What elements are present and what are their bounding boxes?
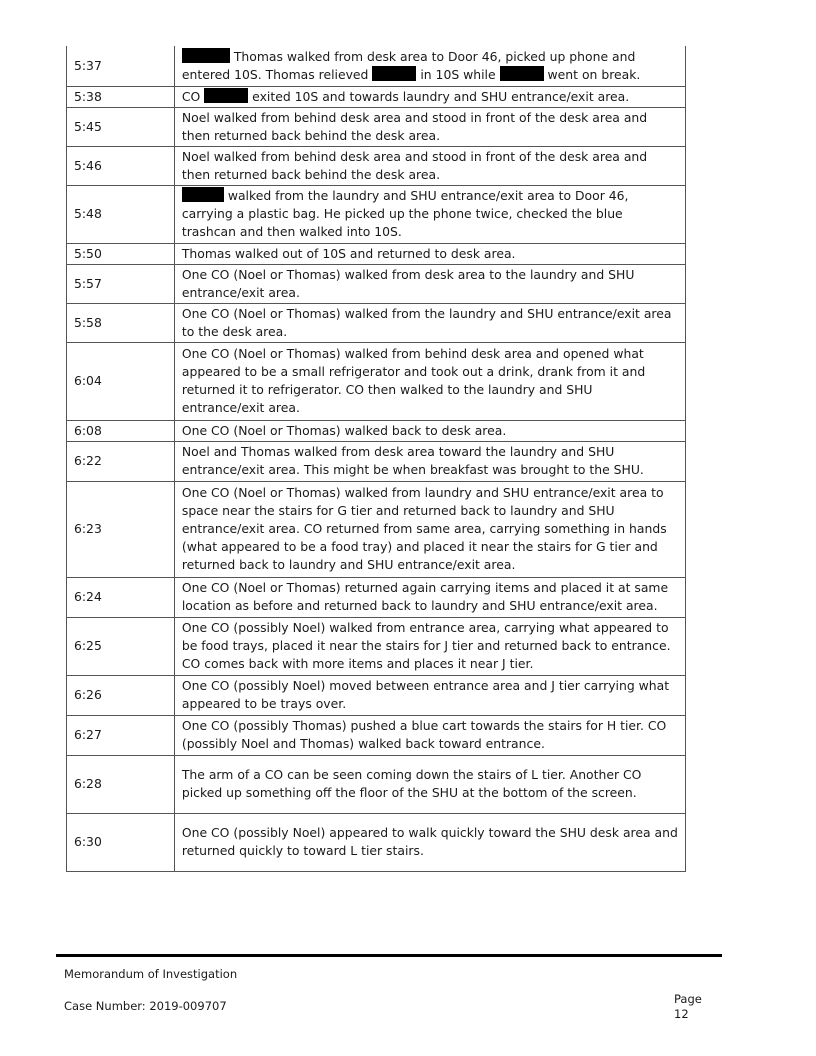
description-cell: One CO (possibly Noel) moved between entrance area and J tier carrying what appeared to be trays over. [174, 675, 685, 715]
description-cell: One CO (Noel or Thomas) returned again carrying items and placed it at same location as before and returned back to laundry and SHU entrance/exit area. [174, 577, 685, 617]
time-cell: 6:23 [67, 481, 175, 577]
table-row [67, 185, 686, 243]
description-cell: Noel and Thomas walked from desk area toward the laundry and SHU entrance/exit area. This might be when breakfast was brought to the SHU. [174, 441, 685, 481]
time-cell: 6:28 [67, 755, 175, 813]
page-number: 12 [674, 1007, 689, 1021]
time-cell: 5:46 [67, 146, 175, 185]
table-row [67, 617, 686, 675]
time-cell: 5:38 [67, 86, 175, 107]
redaction-box [372, 66, 416, 81]
redaction-box [204, 88, 248, 103]
description-cell: One CO (possibly Thomas) pushed a blue cart towards the stairs for H tier. CO (possibly Noel and Thomas) walked back toward entrance. [174, 715, 685, 755]
time-cell: 5:48 [67, 185, 175, 243]
time-cell: 5:58 [67, 303, 175, 342]
description-cell: One CO (Noel or Thomas) walked from the laundry and SHU entrance/exit area to the desk area. [174, 303, 685, 342]
table-row [67, 303, 686, 342]
page-indicator [674, 992, 702, 1022]
table-row [67, 755, 686, 813]
time-cell: 6:22 [67, 441, 175, 481]
table-row [67, 420, 686, 441]
description-cell: walked from the laundry and SHU entrance/exit area to Door 46, carrying a plastic bag. He picked up the phone twice, checked the blue trashcan and then walked into 10S. [174, 185, 685, 243]
table-row [67, 264, 686, 303]
table-row [67, 577, 686, 617]
time-cell: 6:24 [67, 577, 175, 617]
description-cell: One CO (Noel or Thomas) walked from behind desk area and opened what appeared to be a small refrigerator and took out a drink, drank from it and returned it to refrigerator. CO then walked to the laundry and SHU entrance/exit area. [174, 342, 685, 420]
table-row [67, 813, 686, 871]
table-row [67, 441, 686, 481]
table-row [67, 46, 686, 86]
description-cell: One CO (possibly Noel) walked from entrance area, carrying what appeared to be food trays, placed it near the stairs for J tier and returned back to entrance. CO comes back with more items and places it near J tier. [174, 617, 685, 675]
time-cell: 5:45 [67, 107, 175, 146]
time-cell: 6:27 [67, 715, 175, 755]
timeline-table [66, 46, 686, 872]
table-row [67, 675, 686, 715]
description-cell: CO exited 10S and towards laundry and SHU entrance/exit area. [174, 86, 685, 107]
table-row [67, 715, 686, 755]
table-row [67, 481, 686, 577]
description-cell: Thomas walked out of 10S and returned to desk area. [174, 243, 685, 264]
description-cell: The arm of a CO can be seen coming down the stairs of L tier. Another CO picked up something off the floor of the SHU at the bottom of the screen. [174, 755, 685, 813]
table-row [67, 107, 686, 146]
description-cell: Noel walked from behind desk area and stood in front of the desk area and then returned back behind the desk area. [174, 107, 685, 146]
footer-title: Memorandum of Investigation [64, 967, 238, 981]
redaction-box [500, 66, 544, 81]
table-row [67, 146, 686, 185]
time-cell: 5:37 [67, 46, 175, 86]
description-cell: One CO (Noel or Thomas) walked from desk area to the laundry and SHU entrance/exit area. [174, 264, 685, 303]
description-cell: Thomas walked from desk area to Door 46, picked up phone and entered 10S. Thomas relieved in 10S while went on break. [174, 46, 685, 86]
time-cell: 6:25 [67, 617, 175, 675]
description-cell: Noel walked from behind desk area and stood in front of the desk area and then returned back behind the desk area. [174, 146, 685, 185]
footer-divider [56, 954, 722, 957]
redaction-box [182, 48, 230, 63]
table-row [67, 243, 686, 264]
table-row [67, 342, 686, 420]
time-cell: 6:04 [67, 342, 175, 420]
time-cell: 6:08 [67, 420, 175, 441]
time-cell: 6:30 [67, 813, 175, 871]
case-number: Case Number: 2019-009707 [64, 999, 227, 1013]
page-label: Page [674, 992, 702, 1006]
time-cell: 5:57 [67, 264, 175, 303]
time-cell: 6:26 [67, 675, 175, 715]
time-cell: 5:50 [67, 243, 175, 264]
redaction-box [182, 187, 224, 202]
description-cell: One CO (possibly Noel) appeared to walk quickly toward the SHU desk area and returned quickly to toward L tier stairs. [174, 813, 685, 871]
description-cell: One CO (Noel or Thomas) walked back to desk area. [174, 420, 685, 441]
table-row [67, 86, 686, 107]
description-cell: One CO (Noel or Thomas) walked from laundry and SHU entrance/exit area to space near the stairs for G tier and returned back to laundry and SHU entrance/exit area. CO returned from same area, carrying something in hands (what appeared to be a food tray) and placed it near the stairs for G tier and returned back to laundry and SHU entrance/exit area. [174, 481, 685, 577]
